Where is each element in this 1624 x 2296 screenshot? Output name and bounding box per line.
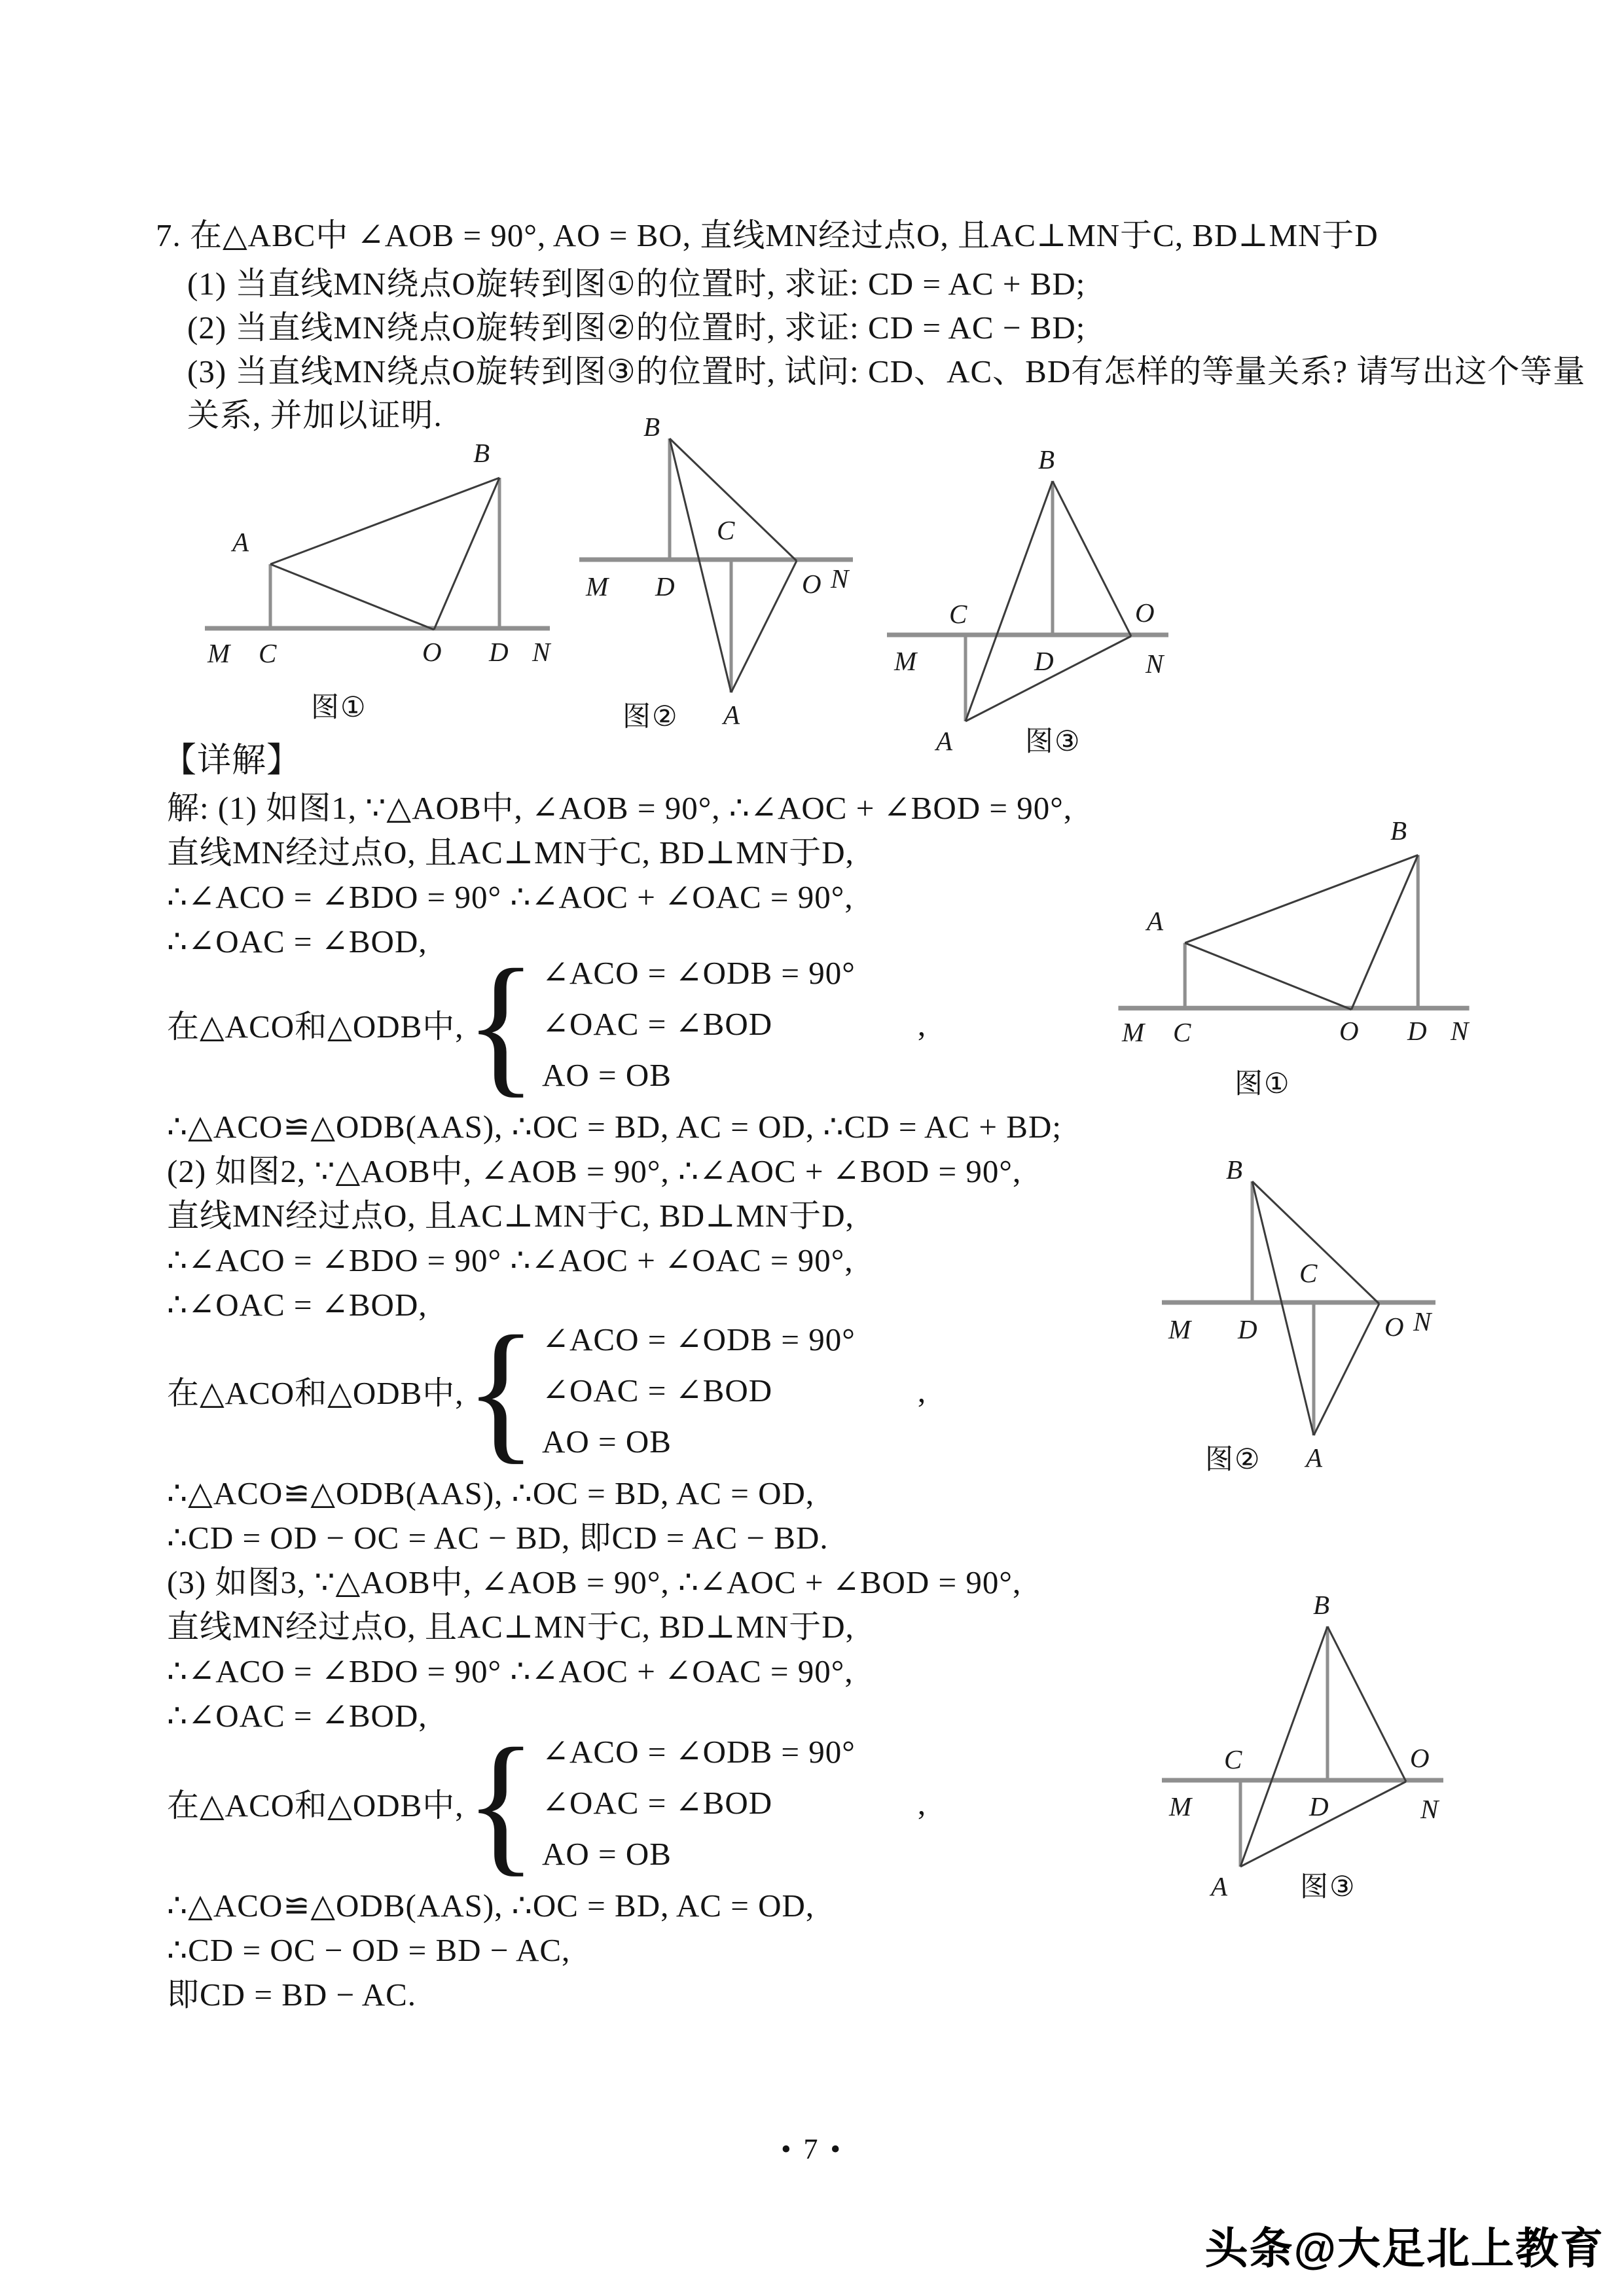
point-label-C: C [949, 599, 967, 629]
condition-1: ∠ACO = ∠ODB = 90° [541, 1321, 856, 1357]
point-label-C: C [1224, 1744, 1242, 1774]
point-label-B: B [1313, 1590, 1330, 1620]
point-label-M: M [1168, 1314, 1191, 1344]
solution-line: 即CD = BD − AC. [167, 1977, 417, 2013]
solution-line: 直线MN经过点O, 且AC⊥MN于C, BD⊥MN于D, [167, 1609, 854, 1645]
condition-list [542, 948, 856, 1101]
figure-1-drawing [193, 425, 560, 733]
point-label-A: A [232, 527, 249, 557]
figure-caption: 图③ [1025, 726, 1081, 757]
problem-statement: 7. 在△ABC中 ∠AOB = 90°, AO = BO, 直线MN经过点O, 且AC⊥MN于C, BD⊥MN于D [156, 217, 1379, 253]
point-label-O: O [1384, 1312, 1404, 1342]
solution-line: ∴∠ACO = ∠BDO = 90° ∴∠AOC + ∠OAC = 90°, [167, 1653, 854, 1689]
point-label-B: B [1390, 816, 1407, 846]
solution-header: 【详解】 [162, 742, 302, 780]
point-label-M: M [1122, 1017, 1145, 1047]
condition-list [542, 1314, 856, 1467]
figure-3-drawing [1146, 1564, 1460, 1905]
point-label-M: M [586, 571, 609, 601]
point-label-M: M [1169, 1791, 1192, 1821]
figure-caption: 图① [311, 692, 367, 723]
figure-3-top [871, 419, 1185, 759]
solution-line: ∴∠OAC = ∠BOD, [167, 1287, 427, 1323]
figure-2-top [560, 406, 861, 746]
condition-2: ∠OAC = ∠BOD [541, 1006, 773, 1042]
point-label-N: N [1146, 649, 1164, 679]
condition-1: ∠ACO = ∠ODB = 90° [541, 955, 856, 991]
solution-line: ∴△ACO≌△ODB(AAS), ∴OC = BD, AC = OD, ∴CD = AC + BD; [167, 1109, 1062, 1145]
solution-line: 解: (1) 如图1, ∵△AOB中, ∠AOB = 90°, ∴∠AOC + ∠BOD = 90°, [167, 790, 1073, 826]
system-prefix: 在△ACO和△ODB中, [167, 1787, 464, 1823]
condition-3: AO = OB [541, 1057, 672, 1093]
left-brace-glyph: { [465, 1304, 537, 1478]
left-brace-glyph: { [465, 1716, 537, 1890]
point-label-A: A [1306, 1443, 1323, 1473]
figure-3-solution [1146, 1564, 1460, 1905]
condition-list [542, 1727, 856, 1880]
problem-item-1: (1) 当直线MN绕点O旋转到图①的位置时, 求证: CD = AC + BD; [187, 266, 1086, 302]
point-label-A: A [936, 726, 953, 756]
problem-item-2: (2) 当直线MN绕点O旋转到图②的位置时, 求证: CD = AC − BD; [187, 310, 1086, 346]
solution-line: ∴△ACO≌△ODB(AAS), ∴OC = BD, AC = OD, [167, 1475, 815, 1511]
condition-3: AO = OB [541, 1424, 672, 1460]
problem-item-3-continued: 关系, 并加以证明. [187, 397, 442, 433]
solution-line: ∴△ACO≌△ODB(AAS), ∴OC = BD, AC = OD, [167, 1888, 815, 1924]
system-prefix: 在△ACO和△ODB中, [167, 1375, 464, 1411]
solution-line: (2) 如图2, ∵△AOB中, ∠AOB = 90°, ∴∠AOC + ∠BOD = 90°, [167, 1153, 1022, 1189]
point-label-O: O [1135, 598, 1155, 628]
point-label-N: N [1420, 1794, 1439, 1824]
solution-line: ∴CD = OC − OD = BD − AC, [167, 1932, 571, 1968]
point-label-B: B [473, 438, 490, 468]
system-of-conditions-2 [167, 1304, 926, 1478]
solution-line: ∴∠OAC = ∠BOD, [167, 924, 427, 960]
condition-1: ∠ACO = ∠ODB = 90° [541, 1734, 856, 1770]
solution-line: ∴CD = OD − OC = AC − BD, 即CD = AC − BD. [167, 1520, 829, 1556]
figure-1-drawing [1106, 802, 1479, 1109]
figure-caption: 图③ [1300, 1872, 1356, 1903]
point-label-N: N [1413, 1306, 1432, 1336]
point-label-D: D [1238, 1314, 1257, 1344]
solution-line: ∴∠ACO = ∠BDO = 90° ∴∠AOC + ∠OAC = 90°, [167, 879, 854, 915]
point-label-D: D [1309, 1791, 1329, 1821]
watermark-text: 头条@大足北上教育 [1204, 2224, 1604, 2272]
condition-2: ∠OAC = ∠BOD [541, 1785, 773, 1821]
point-label-N: N [831, 564, 849, 594]
point-label-B: B [1038, 444, 1055, 475]
condition-3: AO = OB [541, 1836, 672, 1872]
point-label-C: C [1299, 1258, 1318, 1288]
point-label-A: A [723, 700, 740, 730]
condition-2: ∠OAC = ∠BOD [541, 1372, 773, 1408]
system-of-conditions-1 [167, 937, 926, 1111]
point-label-O: O [1410, 1743, 1430, 1773]
point-label-D: D [655, 571, 675, 601]
system-of-conditions-3 [167, 1716, 926, 1890]
left-brace-glyph: { [465, 937, 537, 1111]
point-label-C: C [259, 638, 277, 668]
solution-line: 直线MN经过点O, 且AC⊥MN于C, BD⊥MN于D, [167, 1198, 854, 1234]
solution-line: 直线MN经过点O, 且AC⊥MN于C, BD⊥MN于D, [167, 834, 854, 870]
point-label-D: D [1034, 646, 1054, 676]
solution-line: (3) 如图3, ∵△AOB中, ∠AOB = 90°, ∴∠AOC + ∠BOD = 90°, [167, 1564, 1022, 1600]
point-label-M: M [208, 638, 230, 668]
point-label-D: D [1407, 1016, 1427, 1046]
point-label-D: D [489, 637, 509, 667]
figure-1-solution [1106, 802, 1479, 1109]
point-label-O: O [1339, 1016, 1359, 1046]
point-label-A: A [1211, 1871, 1228, 1901]
point-label-O: O [422, 637, 442, 667]
page-number: • 7 • [781, 2133, 843, 2165]
point-label-B: B [1226, 1155, 1243, 1185]
point-label-C: C [717, 515, 735, 545]
point-label-N: N [1451, 1016, 1469, 1046]
figure-caption: 图② [623, 702, 679, 732]
point-label-A: A [1147, 906, 1164, 936]
point-label-N: N [532, 637, 550, 667]
point-label-O: O [802, 569, 821, 599]
trailing-comma: , [917, 1006, 926, 1043]
trailing-comma: , [917, 1372, 926, 1409]
trailing-comma: , [917, 1785, 926, 1821]
figure-2-solution [1142, 1149, 1443, 1489]
figure-caption: 图② [1205, 1444, 1261, 1475]
solution-line: ∴∠ACO = ∠BDO = 90° ∴∠AOC + ∠OAC = 90°, [167, 1242, 854, 1278]
figure-caption: 图① [1235, 1069, 1291, 1100]
figure-3-drawing [871, 419, 1185, 759]
point-label-C: C [1173, 1017, 1191, 1047]
point-label-B: B [643, 412, 660, 442]
point-label-M: M [894, 646, 917, 676]
solution-line: ∴∠OAC = ∠BOD, [167, 1698, 427, 1734]
system-prefix: 在△ACO和△ODB中, [167, 1009, 464, 1045]
problem-item-3: (3) 当直线MN绕点O旋转到图③的位置时, 试问: CD、AC、BD有怎样的等量关系? 请写出这个等量 [187, 353, 1586, 389]
figure-1-top [193, 425, 560, 733]
